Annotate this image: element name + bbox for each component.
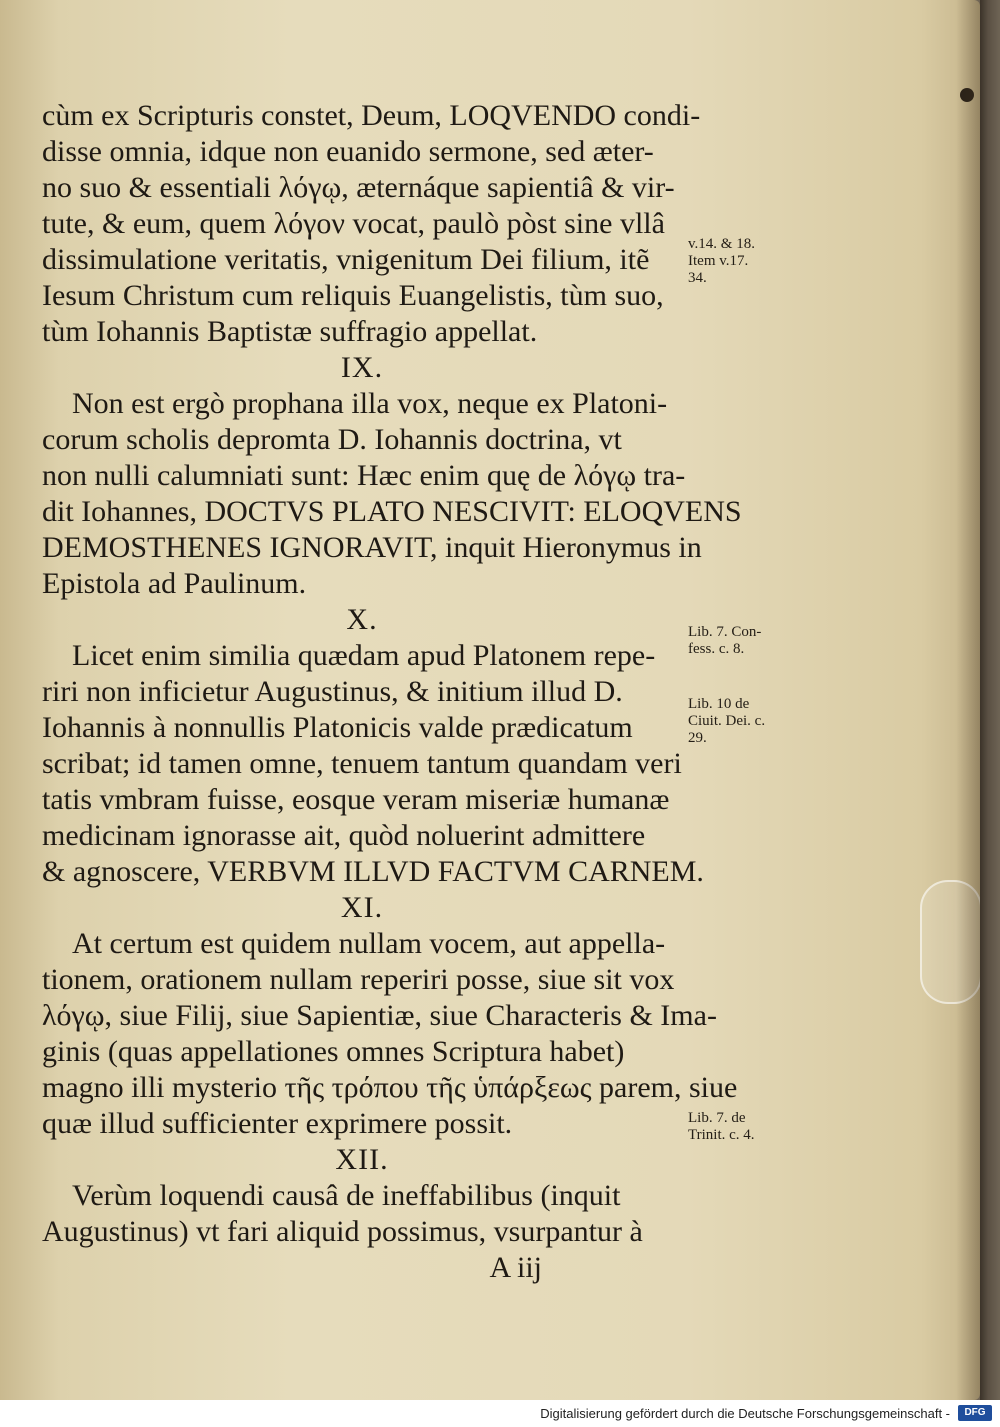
section-numeral-ix: IX. <box>340 351 384 384</box>
dfg-logo: DFG <box>958 1405 992 1421</box>
margin-note: Lib. 10 de Ciuit. Dei. c. 29. <box>688 696 766 746</box>
text-line: riri non inficietur Augustinus, & initium illud D. <box>42 675 623 708</box>
text-line: Augustinus) vt fari aliquid possimus, vsurpantur à <box>42 1215 643 1248</box>
text-line: Verùm loquendi causâ de ineffabilibus (inquit <box>72 1179 621 1212</box>
text-line: tionem, orationem nullam reperiri posse, siue sit vox <box>42 963 675 996</box>
text-line: Iesum Christum cum reliquis Euangelistis, tùm suo, <box>42 279 664 312</box>
text-line: non nulli calumniati sunt: Hæc enim quę de λόγῳ tra- <box>42 459 686 492</box>
text-line: cùm ex Scripturis constet, Deum, LOQVENDO condi- <box>42 99 701 132</box>
section-numeral-x: X. <box>346 603 378 636</box>
section-numeral-xii: XII. <box>335 1143 389 1176</box>
section-numeral-xi: XI. <box>340 891 384 924</box>
text-line: Iohannis à nonnullis Platonicis valde prædicatum <box>42 711 633 744</box>
text-line: tatis vmbram fuisse, eosque veram miseriæ humanæ <box>42 783 670 816</box>
text-line: Non est ergò prophana illa vox, neque ex Platoni- <box>72 387 668 420</box>
text-line: ginis (quas appellationes omnes Scriptura habet) <box>42 1035 625 1068</box>
digitization-credit-bar <box>0 1400 1000 1427</box>
text-line: dit Iohannes, DOCTVS PLATO NESCIVIT: ELOQVENS <box>42 495 742 528</box>
text-line: At certum est quidem nullam vocem, aut appella- <box>72 927 666 960</box>
text-line: corum scholis depromta D. Iohannis doctrina, vt <box>42 423 622 456</box>
text-line: medicinam ignorasse ait, quòd noluerint admittere <box>42 819 646 852</box>
text-line: & agnoscere, VERBVM ILLVD FACTVM CARNEM. <box>42 855 704 888</box>
book-edge-shadow <box>980 0 1000 1400</box>
text-line: no suo & essentiali λόγῳ, æternáque sapientiâ & vir- <box>42 171 675 204</box>
ink-spot <box>960 88 974 102</box>
text-line: magno illi mysterio τῆς τρόπου τῆς ὑπάρξεως parem, siue <box>42 1071 738 1104</box>
signature-mark: A iij <box>489 1251 542 1284</box>
page-clip <box>920 880 982 1004</box>
margin-note: Lib. 7. Con- fess. c. 8. <box>688 624 762 657</box>
text-line: tùm Iohannis Baptistæ suffragio appellat. <box>42 315 538 348</box>
text-line: Licet enim similia quædam apud Platonem repe- <box>72 639 656 672</box>
text-line: scribat; id tamen omne, tenuem tantum quandam veri <box>42 747 682 780</box>
text-line: Epistola ad Paulinum. <box>42 567 307 600</box>
margin-note: v.14. & 18. Item v.17. 34. <box>688 236 755 286</box>
text-line: dissimulatione veritatis, vnigenitum Dei filium, itẽ <box>42 243 650 276</box>
margin-note: Lib. 7. de Trinit. c. 4. <box>688 1110 755 1143</box>
text-line: λόγῳ, siue Filij, siue Sapientiæ, siue Characteris & Ima- <box>42 999 717 1032</box>
text-line: quæ illud sufficienter exprimere possit. <box>42 1107 513 1140</box>
text-line: DEMOSTHENES IGNORAVIT, inquit Hieronymus in <box>42 531 702 564</box>
credit-text: Digitalisierung gefördert durch die Deutsche Forschungsgemeinschaft - <box>540 1406 950 1421</box>
text-line: tute, & eum, quem λόγον vocat, paulò pòst sine vllâ <box>42 207 665 240</box>
text-line: disse omnia, idque non euanido sermone, sed æter- <box>42 135 654 168</box>
